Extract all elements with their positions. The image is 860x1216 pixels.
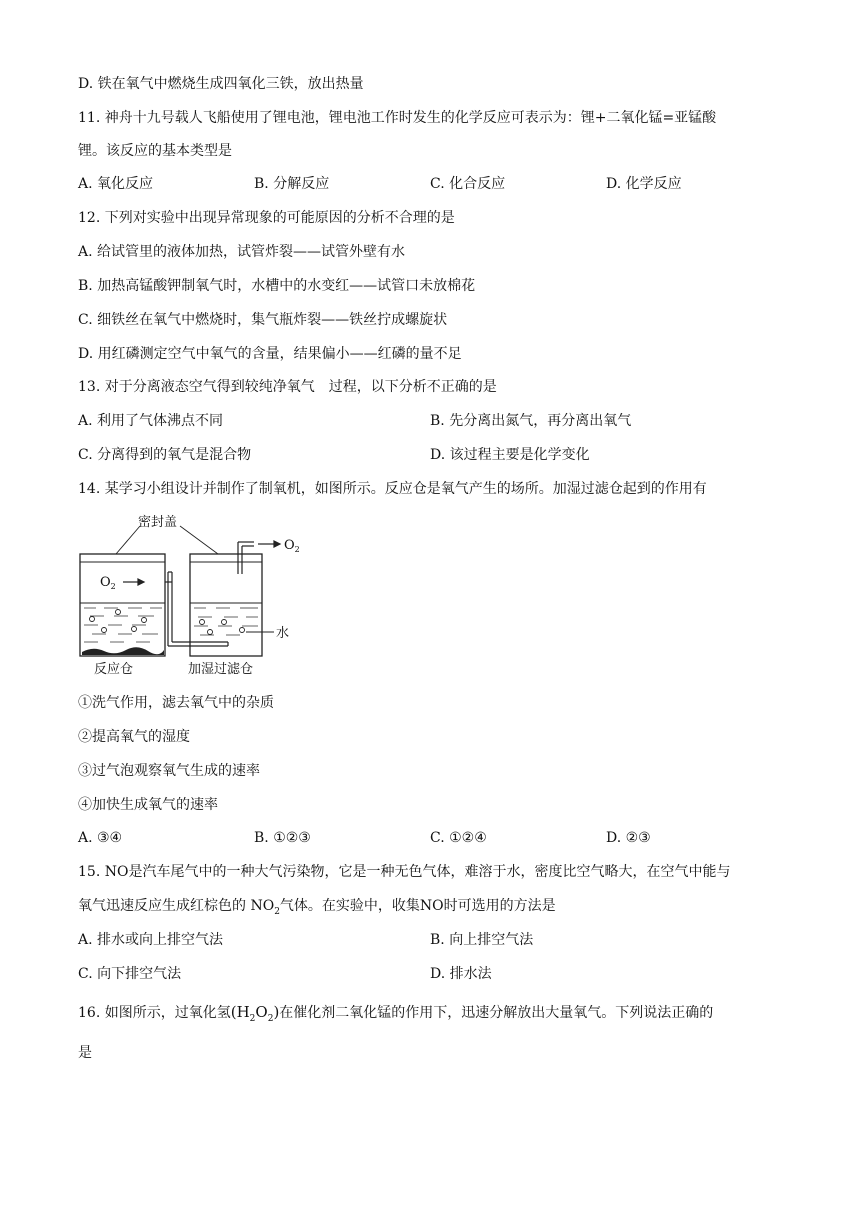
q14-item-2: ②提高氧气的湿度 [78,729,190,745]
q15-option-d: D. 排水法 [430,966,492,982]
q14-option-b: B. ①②③ [254,830,311,846]
q15-stem-line1: 15. NO是汽车尾气中的一种大气污染物，它是一种无色气体，难溶于水，密度比空气略大，在空气中能与 [78,864,731,880]
q15-option-b: B. 向上排空气法 [430,932,534,948]
q12-option-d: D. 用红磷测定空气中氧气的含量，结果偏小——红磷的量不足 [78,346,462,362]
reaction-chamber [80,554,165,656]
q14-item-1: ①洗气作用，滤去氧气中的杂质 [78,695,274,711]
label-seal-cover: 密封盖 [138,515,178,530]
q15-option-a: A. 排水或向上排空气法 [78,932,224,948]
q11-stem-line2: 锂。该反应的基本类型是 [78,143,232,159]
q13-option-c: C. 分离得到的氧气是混合物 [78,447,252,463]
q10-option-d: D. 铁在氧气中燃烧生成四氧化三铁，放出热量 [78,76,364,92]
q12-stem: 12. 下列对实验中出现异常现象的可能原因的分析不合理的是 [78,210,455,226]
q14-item-3: ③过气泡观察氧气生成的速率 [78,763,260,779]
humidifying-filter-chamber [190,554,262,656]
label-filter-chamber: 加湿过滤仓 [188,662,254,677]
q11-option-b: B. 分解反应 [254,176,330,192]
q14-option-c: C. ①②④ [430,830,487,846]
q14-option-d: D. ②③ [606,830,651,846]
q12-option-b: B. 加热高锰酸钾制氧气时，水槽中的水变红——试管口未放棉花 [78,278,476,294]
q11-option-c: C. 化合反应 [430,176,506,192]
q16-stem-line1: 16. 如图所示，过氧化氢$(H_2O_2)$在催化剂二氧化锰的作用下，迅速分解放出大量氧气。下列说法正确的 [78,1003,714,1024]
q13-option-d: D. 该过程主要是化学变化 [430,447,590,463]
q15-stem-line2: 氧气迅速反应生成红棕色的 $NO_2$气体。在实验中，收集NO时可选用的方法是 [78,898,556,917]
q13-option-b: B. 先分离出氮气，再分离出氧气 [430,413,632,429]
q12-option-a: A. 给试管里的液体加热，试管炸裂——试管外壁有水 [78,244,406,260]
q11-stem-line1: 11. 神舟十九号载人飞船使用了锂电池，锂电池工作时发生的化学反应可表示为：锂+二氧化锰=亚锰酸 [78,110,717,126]
q15-option-c: C. 向下排空气法 [78,966,182,982]
q14-option-a: A. ③④ [78,830,123,846]
q11-option-d: D. 化学反应 [606,176,682,192]
connecting-tube [165,572,228,646]
q13-stem: 13. 对于分离液态空气得到较纯净氧气 过程，以下分析不正确的是 [78,379,497,395]
label-water: 水 [276,626,290,641]
oxygen-generator-diagram [78,512,308,678]
hydrogen-peroxide-formula: $(H_2O_2)$ [230,1003,280,1024]
label-o2-outlet: $O_2$ [284,538,300,554]
q14-stem: 14. 某学习小组设计并制作了制氧机，如图所示。反应仓是氧气产生的场所。加湿过滤仓起到的作用有 [78,481,707,497]
label-reaction-chamber: 反应仓 [94,662,134,677]
q14-item-4: ④加快生成氧气的速率 [78,797,218,813]
q12-option-c: C. 细铁丝在氧气中燃烧时，集气瓶炸裂——铁丝拧成螺旋状 [78,312,448,328]
q16-stem-line2: 是 [78,1045,92,1061]
oxygen-generator-figure [78,512,308,678]
q13-option-a: A. 利用了气体沸点不同 [78,413,224,429]
q11-option-a: A. 氧化反应 [78,176,154,192]
arrow-icon [123,541,280,585]
label-o2-inlet: $O_2$ [100,575,116,591]
outlet-tube [238,542,254,574]
